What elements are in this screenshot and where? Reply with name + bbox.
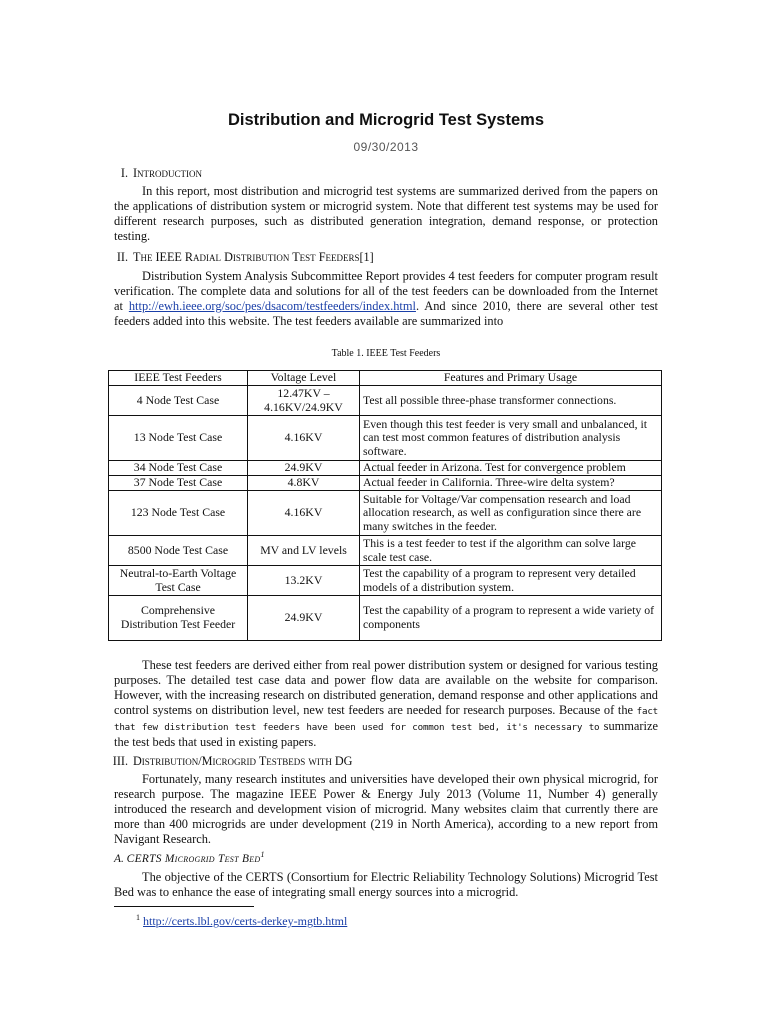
- voltage-cell: 4.16KV: [248, 491, 360, 536]
- usage-cell: Test the capability of a program to represent very detailed models of a distribution system.: [360, 566, 662, 596]
- table-row: [109, 476, 662, 491]
- footnote-divider: [114, 906, 254, 907]
- usage-cell: Test the capability of a program to represent a wide variety of components: [360, 596, 662, 641]
- voltage-cell: 24.9KV: [248, 461, 360, 476]
- feeder-name-cell: 34 Node Test Case: [109, 461, 248, 476]
- document-date: 09/30/2013: [353, 140, 419, 154]
- usage-cell: Even though this test feeder is very small and unbalanced, it can test most common features of distribution analysis software.: [360, 416, 662, 461]
- column-header: Voltage Level: [248, 371, 360, 386]
- ieee-test-feeders-table: [108, 370, 662, 641]
- voltage-cell: 24.9KV: [248, 596, 360, 641]
- table-row: [109, 491, 662, 536]
- column-header: Features and Primary Usage: [360, 371, 662, 386]
- usage-cell: Actual feeder in California. Three-wire delta system?: [360, 476, 662, 491]
- feeder-name-cell: Comprehensive Distribution Test Feeder: [109, 596, 248, 641]
- table-caption: Table 1. IEEE Test Feeders: [331, 348, 441, 359]
- usage-cell: Suitable for Voltage/Var compensation research and load allocation research, as well as configuration since there are many switches in the feeder.: [360, 491, 662, 536]
- table-row: [109, 416, 662, 461]
- usage-cell: This is a test feeder to test if the algorithm can solve large scale test case.: [360, 536, 662, 566]
- table-row: [109, 566, 662, 596]
- voltage-cell: 4.16KV: [248, 416, 360, 461]
- feeder-name-cell: Neutral-to-Earth Voltage Test Case: [109, 566, 248, 596]
- testbeds-paragraph: Fortunately, many research institutes and universities have developed their own physical microgrid, for research purpose. The magazine IEEE Power & Energy July 2013 (Volume 11, Number 4) generally introduced the research and development vision of microgrid. Many websites claim that currently there are more than 400 microgrids are under development (219 in North America), according to a new report from Navigant Research.: [114, 772, 658, 846]
- table-row: [109, 596, 662, 641]
- table-row: [109, 536, 662, 566]
- test-feeders-summary-paragraph: These test feeders are derived either from real power distribution system or designed for various testing purposes. The detailed test case data and power flow data are available on the website for comparison. However, with the increasing research on distributed generation, demand response and other applications and control systems on distribution level, new test feeders are needed for research purposes. Because of the fact that few distribution test feeders have been used for common test bed, it's necessary to summarize the test beds that used in existing papers.: [114, 658, 658, 749]
- table-row: [109, 386, 662, 416]
- voltage-cell: 12.47KV – 4.16KV/24.9KV: [248, 386, 360, 416]
- feeder-name-cell: 4 Node Test Case: [109, 386, 248, 416]
- feeder-name-cell: 8500 Node Test Case: [109, 536, 248, 566]
- section-heading-testbeds: III. Distribution/Microgrid Testbeds with DG: [112, 754, 353, 768]
- certs-footnote-link[interactable]: http://certs.lbl.gov/certs-derkey-mgtb.html: [143, 914, 348, 928]
- column-header: IEEE Test Feeders: [109, 371, 248, 386]
- certs-paragraph: The objective of the CERTS (Consortium for Electric Reliability Technology Solutions) Microgrid Test Bed was to enhance the ease of integrating small energy sources into a microgrid.: [114, 870, 658, 899]
- feeder-name-cell: 123 Node Test Case: [109, 491, 248, 536]
- ieee-feeders-paragraph: Distribution System Analysis Subcommittee Report provides 4 test feeders for computer program result verification. The complete data and solutions for all of the test feeders can be downloaded from the Internet at http://ewh.ieee.org/soc/pes/dsacom/testfeeders/index.html. And since 2010, there are several other test feeders added into this website. The test feeders available are summarized into: [114, 269, 658, 328]
- feeder-name-cell: 13 Node Test Case: [109, 416, 248, 461]
- voltage-cell: 4.8KV: [248, 476, 360, 491]
- document-title: Distribution and Microgrid Test Systems: [228, 111, 544, 129]
- table-row: [109, 461, 662, 476]
- section-heading-introduction: I. Introduction: [120, 166, 203, 180]
- subsection-heading-certs: A. CERTS Microgrid Test Bed$^1$: [114, 850, 265, 865]
- section-heading-ieee-feeders: II. The IEEE Radial Distribution Test Feeders[1]: [116, 250, 374, 264]
- usage-cell: Test all possible three-phase transformer connections.: [360, 386, 662, 416]
- usage-cell: Actual feeder in Arizona. Test for convergence problem: [360, 461, 662, 476]
- feeder-name-cell: 37 Node Test Case: [109, 476, 248, 491]
- voltage-cell: MV and LV levels: [248, 536, 360, 566]
- testfeeders-link[interactable]: http://ewh.ieee.org/soc/pes/dsacom/testfeeders/index.html: [128, 299, 416, 313]
- table-header-row: [109, 371, 662, 386]
- voltage-cell: 13.2KV: [248, 566, 360, 596]
- introduction-paragraph: In this report, most distribution and microgrid test systems are summarized derived from the papers on the applications of distribution system or microgrid system. Note that different test systems may be used for different research purposes, such as distributed generation integration, demand response, or protection testing.: [114, 184, 658, 243]
- footnote: $^1$ http://certs.lbl.gov/certs-derkey-mgtb.html: [136, 913, 348, 928]
